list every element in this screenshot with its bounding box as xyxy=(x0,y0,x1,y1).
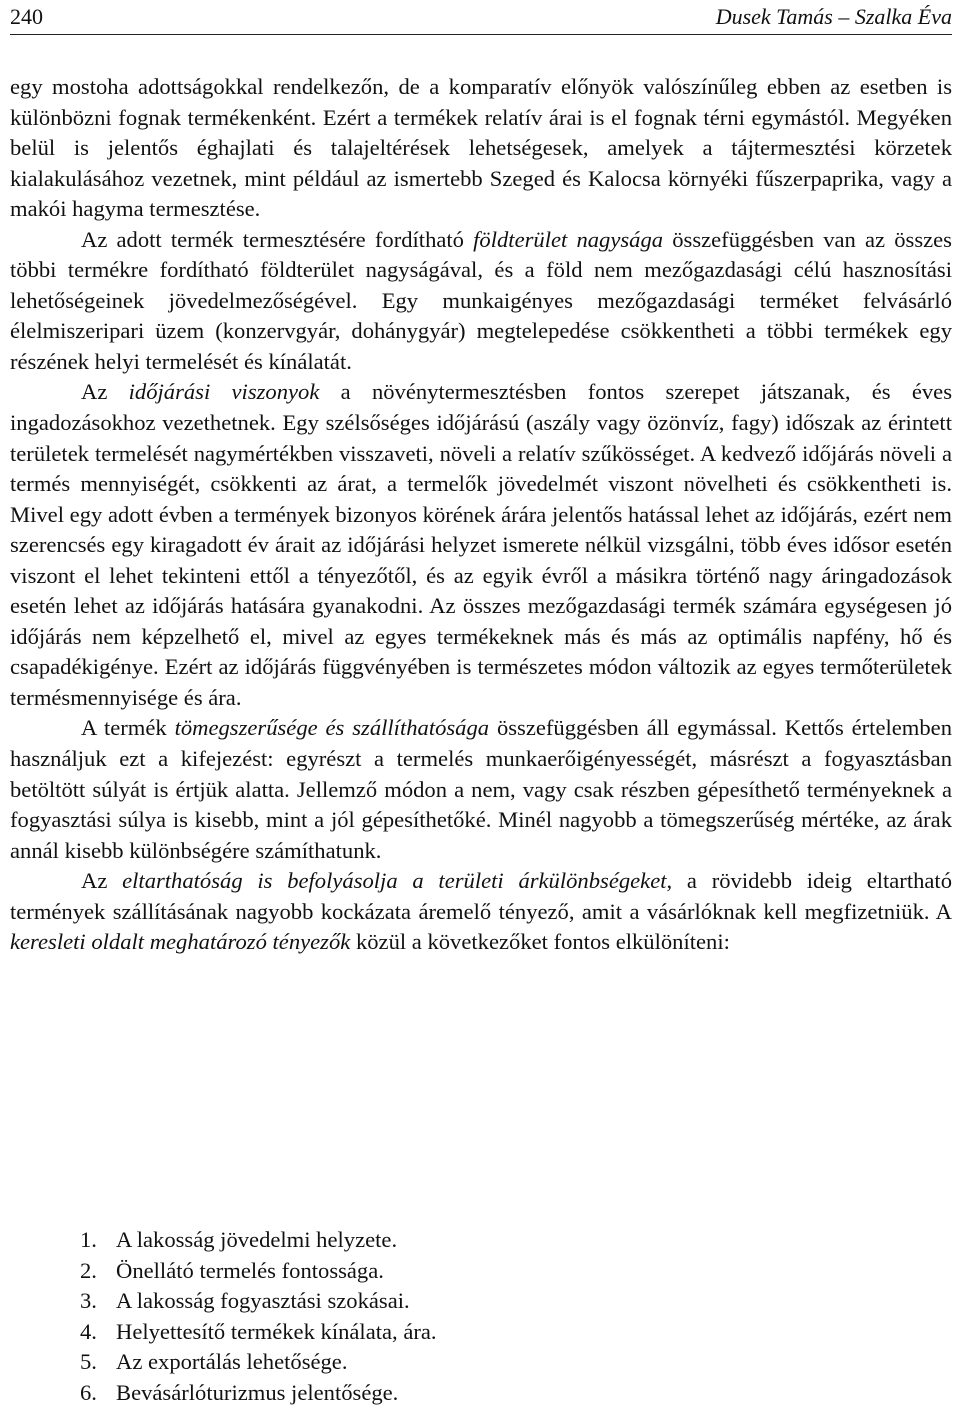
paragraph xyxy=(10,377,952,713)
list-item-text: Bevásárlóturizmus jelentősége. xyxy=(116,1379,399,1405)
list-item-text: A lakosság fogyasztási szokásai. xyxy=(116,1288,410,1314)
list-item xyxy=(80,1378,437,1409)
emphasized-text: földterület nagysága xyxy=(473,226,664,252)
paragraph-text: közül a következőket fontos elkülöníteni: xyxy=(350,929,730,955)
running-header-authors: Dusek Tamás – Szalka Éva xyxy=(715,4,952,29)
emphasized-text: időjárási viszonyok xyxy=(128,379,320,405)
list-item-number: 2. xyxy=(80,1257,97,1283)
paragraph-text: összefüggésben áll egymással. Kettős értelemben használjuk ezt a kifejezést: egyrészt a termelés munkaerőigényességét, másrészt a fogyasztásban betöltött súlyát is értjük alatta. Jellemző módon a nem, vagy csak részben gépesíthető terményeknek a fogyasztási súlya is kisebb, mint a jól gépesíthetőké. Minél nagyobb a tömegszerűség mértéke, az árak annál kisebb különbségére számíthatunk. xyxy=(10,715,952,863)
list-item-number: 3. xyxy=(80,1288,97,1314)
paragraph-text: , a rövidebb ideig eltartható termények szállításának nagyobb kockázata áremelő tényező, amit a vásárlóknak kell megfizetniük. A xyxy=(10,868,953,924)
emphasized-text: eltarthatóság is befolyásolja a területi árkülönbségeket xyxy=(122,868,667,894)
list-item-text: Az exportálás lehetősége. xyxy=(116,1349,348,1375)
list-item-text: Helyettesítő termékek kínálata, ára. xyxy=(116,1318,437,1344)
document-page xyxy=(10,0,953,1405)
paragraph-text: Az xyxy=(81,868,123,894)
list-item-text: A lakosság jövedelmi helyzete. xyxy=(116,1227,398,1252)
list-item xyxy=(80,1347,437,1378)
paragraph-text: a növénytermesztésben fontos szerepet játszanak, és éves ingadozásokhoz vezethetnek. Egy szélsőséges időjárású (aszály vagy özönvíz, fagy) időszak az érintett területek termelését nagymértékben visszaveti, növeli a relatív szűkösséget. A kedvező időjárás növeli a termés mennyiségét, csökkenti az árat, a termelők jövedelmét viszont növelheti és csökkentheti is. Mivel egy adott évben a termények bizonyos körének árára jelentős hatással lehet az időjárás, ezért nem szerencsés egy kiragadott év árait az időjárási helyzet ismerete nélkül vizsgálni, több éves idősor esetén viszont el lehet tekinteni ettől a tényezőtől, és az egyik évről a másikra történő nagy áringadozások esetén lehet az időjárás hatására gyanakodni. Az összes mezőgazdasági termék számára egységesen jó időjárás nem képzelhető el, mivel az egyes termékeknek más és más az optimális napfény, hő és csapadékigénye. Ezért az időjárás függvényében is természetes módon változik az egyes termőterületek termésmennyisége és ára. xyxy=(10,379,953,710)
paragraph-text: Az xyxy=(81,379,129,405)
running-header xyxy=(10,0,952,35)
list-item-number: 4. xyxy=(80,1318,97,1344)
list-item-text: Önellátó termelés fontossága. xyxy=(116,1257,384,1283)
list-item xyxy=(80,1317,437,1348)
emphasized-text: keresleti oldalt meghatározó tényezők xyxy=(10,929,351,955)
list-item-number: 6. xyxy=(80,1379,97,1405)
list-item-number: 1. xyxy=(80,1227,97,1252)
paragraph xyxy=(10,72,952,225)
paragraph-text: Az adott termék termesztésére fordítható xyxy=(81,226,474,252)
page-number: 240 xyxy=(10,4,43,29)
paragraph xyxy=(10,866,952,958)
list-item xyxy=(80,1256,437,1287)
paragraph xyxy=(10,225,952,378)
numbered-list xyxy=(80,1225,437,1408)
body-text xyxy=(10,72,952,958)
paragraph xyxy=(10,713,952,866)
emphasized-text: tömegszerűsége és szállíthatósága xyxy=(174,715,490,741)
list-item xyxy=(80,1286,437,1317)
paragraph-text: egy mostoha adottságokkal rendelkezőn, de a komparatív előnyök valószínűleg ebben az esetben is különbözni fognak termékenként. Ezért a termékek relatív árai is el fognak térni egymástól. Megyéken belül is jelentős éghajlati és talajeltérések lehetségesek, amelyek a tájtermesztési körzetek kialakulásához vezetnek, mint például az ismertebb Szeged és Kalocsa környéki fűszerpaprika, vagy a makói hagyma termesztése. xyxy=(10,74,952,222)
paragraph-text: összefüggésben van az összes többi termékre fordítható földterület nagyságával, és a föld nem mezőgazdasági célú hasznosítási lehetőségeinek jövedelmezőségével. Egy munkaigényes mezőgazdasági terméket felvásárló élelmiszeripari üzem (konzervgyár, dohánygyár) megtelepedése csökkentheti a többi termékek egy részének helyi termelését és kínálatát. xyxy=(10,226,952,374)
paragraph-text: A termék xyxy=(81,715,175,741)
list-item xyxy=(80,1225,437,1256)
list-item-number: 5. xyxy=(80,1349,97,1375)
